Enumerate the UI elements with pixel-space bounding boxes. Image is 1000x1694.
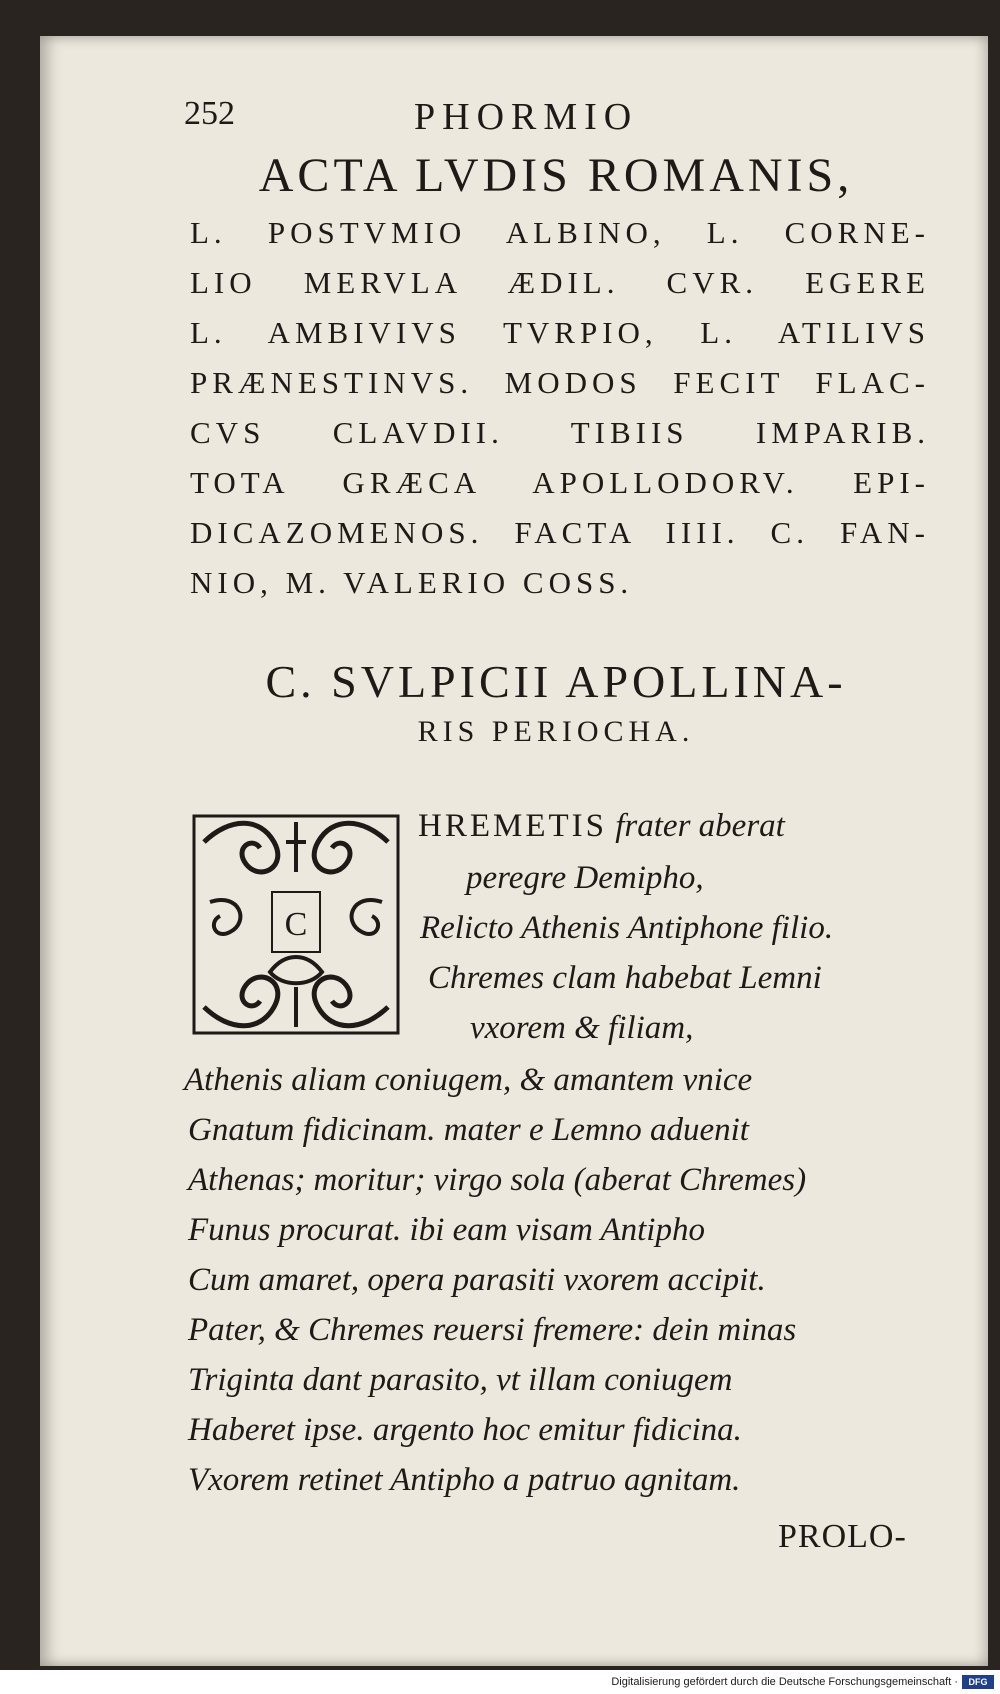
- verse-line: Haberet ipse. argento hoc emitur fidicina.: [188, 1412, 742, 1448]
- footer-credit: Digitalisierung gefördert durch die Deutsche Forschungsgemeinschaft ·: [611, 1676, 958, 1688]
- verse-line: peregre Demipho,: [466, 860, 704, 896]
- running-header: [184, 95, 928, 145]
- didascalia-line: L. POSTVMIO ALBINO, L. CORNE-: [190, 215, 930, 250]
- didascalia-line: NIO, M. VALERIO COSS.: [190, 565, 634, 600]
- digitization-footer: [0, 1670, 1000, 1694]
- verse-line: Athenas; moritur; virgo sola (aberat Chremes): [188, 1162, 807, 1198]
- initial-letter: C: [284, 905, 308, 943]
- didascalia-line: PRÆNESTINVS. MODOS FECIT FLAC-: [190, 365, 930, 400]
- verse-line: Athenis aliam coniugem, & amantem vnice: [184, 1062, 753, 1098]
- didascalia-title: ACTA LVDIS ROMANIS,: [258, 149, 854, 202]
- didascalia-line: L. AMBIVIVS TVRPIO, L. ATILIVS: [190, 315, 930, 350]
- first-word-caps: HREMETIS: [418, 808, 607, 844]
- didascalia-line: DICAZOMENOS. FACTA IIII. C. FAN-: [190, 515, 930, 550]
- verse-line: Vxorem retinet Antipho a patruo agnitam.: [188, 1462, 741, 1498]
- periocha-subtitle: RIS PERIOCHA.: [417, 715, 695, 748]
- first-line-rest: frater aberat: [607, 808, 785, 844]
- didascalia-text: [190, 215, 930, 615]
- verse-line: vxorem & filiam,: [470, 1010, 694, 1046]
- page-number: 252: [184, 95, 235, 132]
- verse-line: Pater, & Chremes reuersi fremere: dein minas: [188, 1312, 797, 1348]
- verse-line: Funus procurat. ibi eam visam Antipho: [188, 1212, 705, 1248]
- verse-line: Triginta dant parasito, vt illam coniugem: [188, 1362, 733, 1398]
- didascalia-line: TOTA GRÆCA APOLLODORV. EPI-: [190, 465, 930, 500]
- catchword: PROLO-: [778, 1518, 907, 1555]
- verse-line: Gnatum fidicinam. mater e Lemno aduenit: [188, 1112, 749, 1148]
- decorated-initial: [190, 812, 402, 1037]
- verse-line: Cum amaret, opera parasiti vxorem accipit.: [188, 1262, 766, 1298]
- running-title: PHORMIO: [414, 96, 639, 138]
- periocha-title: C. SVLPICII APOLLINA-: [265, 656, 847, 707]
- verse-line: Chremes clam habebat Lemni: [428, 960, 822, 996]
- dfg-logo: DFG: [962, 1675, 994, 1689]
- verse-line: Relicto Athenis Antiphone filio.: [420, 910, 834, 946]
- didascalia-line: LIO MERVLA ÆDIL. CVR. EGERE: [190, 265, 930, 300]
- didascalia-line: CVS CLAVDII. TIBIIS IMPARIB.: [190, 415, 930, 450]
